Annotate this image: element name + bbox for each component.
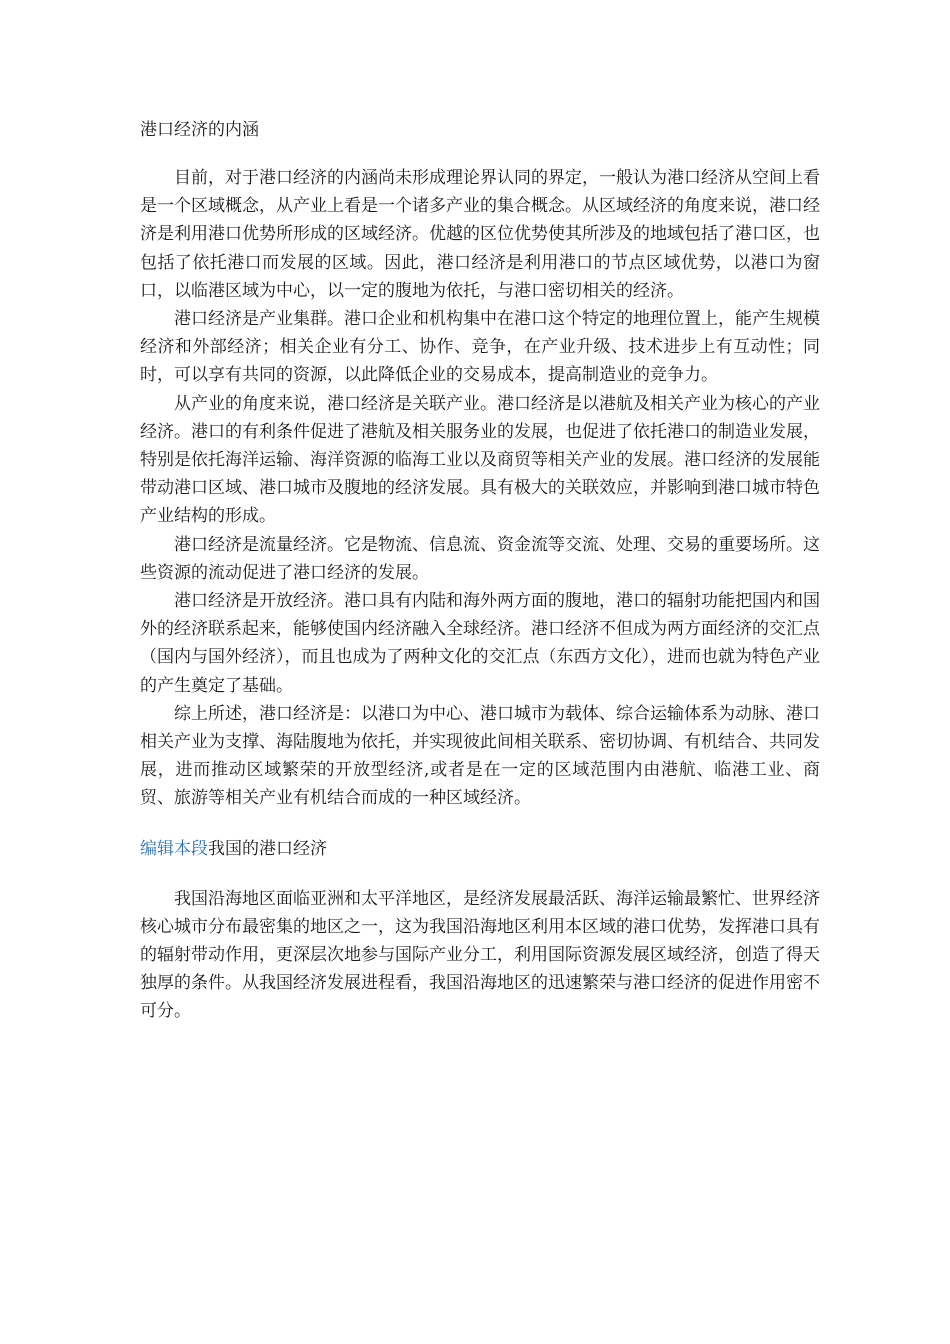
paragraph: 港口经济是流量经济。它是物流、信息流、资金流等交流、处理、交易的重要场所。这些资源的流动促进了港口经济的发展。 <box>140 534 820 583</box>
document-page <box>140 116 820 1026</box>
paragraph: 我国沿海地区面临亚洲和太平洋地区，是经济发展最活跃、海洋运输最繁忙、世界经济核心城市分布最密集的地区之一，这为我国沿海地区利用本区域的港口优势，发挥港口具有的辐射带动作用，更深层次地参与国际产业分工，利用国际资源发展区域经济，创造了得天独厚的条件。从我国经济发展进程看，我国沿海地区的迅速繁荣与港口经济的促进作用密不可分。 <box>140 888 820 1022</box>
section-heading-china-port-economy <box>140 835 820 863</box>
paragraph: 综上所述，港口经济是：以港口为中心、港口城市为载体、综合运输体系为动脉、港口相关产业为支撑、海陆腹地为依托，并实现彼此间相关联系、密切协调、有机结合、共同发展，进而推动区域繁荣的开放型经济,或者是在一定的区域范围内由港航、临港工业、商贸、旅游等相关产业有机结合而成的一种区域经济。 <box>140 703 820 809</box>
paragraph: 港口经济是产业集群。港口企业和机构集中在港口这个特定的地理位置上，能产生规模经济和外部经济；相关企业有分工、协作、竞争，在产业升级、技术进步上有互动性；同时，可以享有共同的资源，以此降低企业的交易成本，提高制造业的竞争力。 <box>140 309 820 386</box>
paragraph: 目前，对于港口经济的内涵尚未形成理论界认同的界定，一般认为港口经济从空间上看是一个区域概念，从产业上看是一个诸多产业的集合概念。从区域经济的角度来说，港口经济是利用港口优势所形成的区域经济。优越的区位优势使其所涉及的地域包括了港口区，也包括了依托港口而发展的区域。因此，港口经济是利用港口的节点区域优势，以港口为窗口，以临港区域为中心，以一定的腹地为依托，与港口密切相关的经济。 <box>140 168 820 301</box>
edit-section-link[interactable]: 编辑本段 <box>140 838 208 859</box>
section-title-china-port-economy: 我国的港口经济 <box>208 838 327 859</box>
section-title-port-economy-meaning: 港口经济的内涵 <box>140 120 259 140</box>
paragraph: 港口经济是开放经济。港口具有内陆和海外两方面的腹地，港口的辐射功能把国内和国外的经济联系起来，能够使国内经济融入全球经济。港口经济不但成为两方面经济的交汇点（国内与国外经济），而且也成为了两种文化的交汇点（东西方文化），进而也就为特色产业的产生奠定了基础。 <box>140 591 820 696</box>
paragraph: 从产业的角度来说，港口经济是关联产业。港口经济是以港航及相关产业为核心的产业经济。港口的有利条件促进了港航及相关服务业的发展，也促进了依托港口的制造业发展，特别是依托海洋运输、海洋资源的临海工业以及商贸等相关产业的发展。港口经济的发展能带动港口区域、港口城市及腹地的经济发展。具有极大的关联效应，并影响到港口城市特色产业结构的形成。 <box>140 393 820 527</box>
